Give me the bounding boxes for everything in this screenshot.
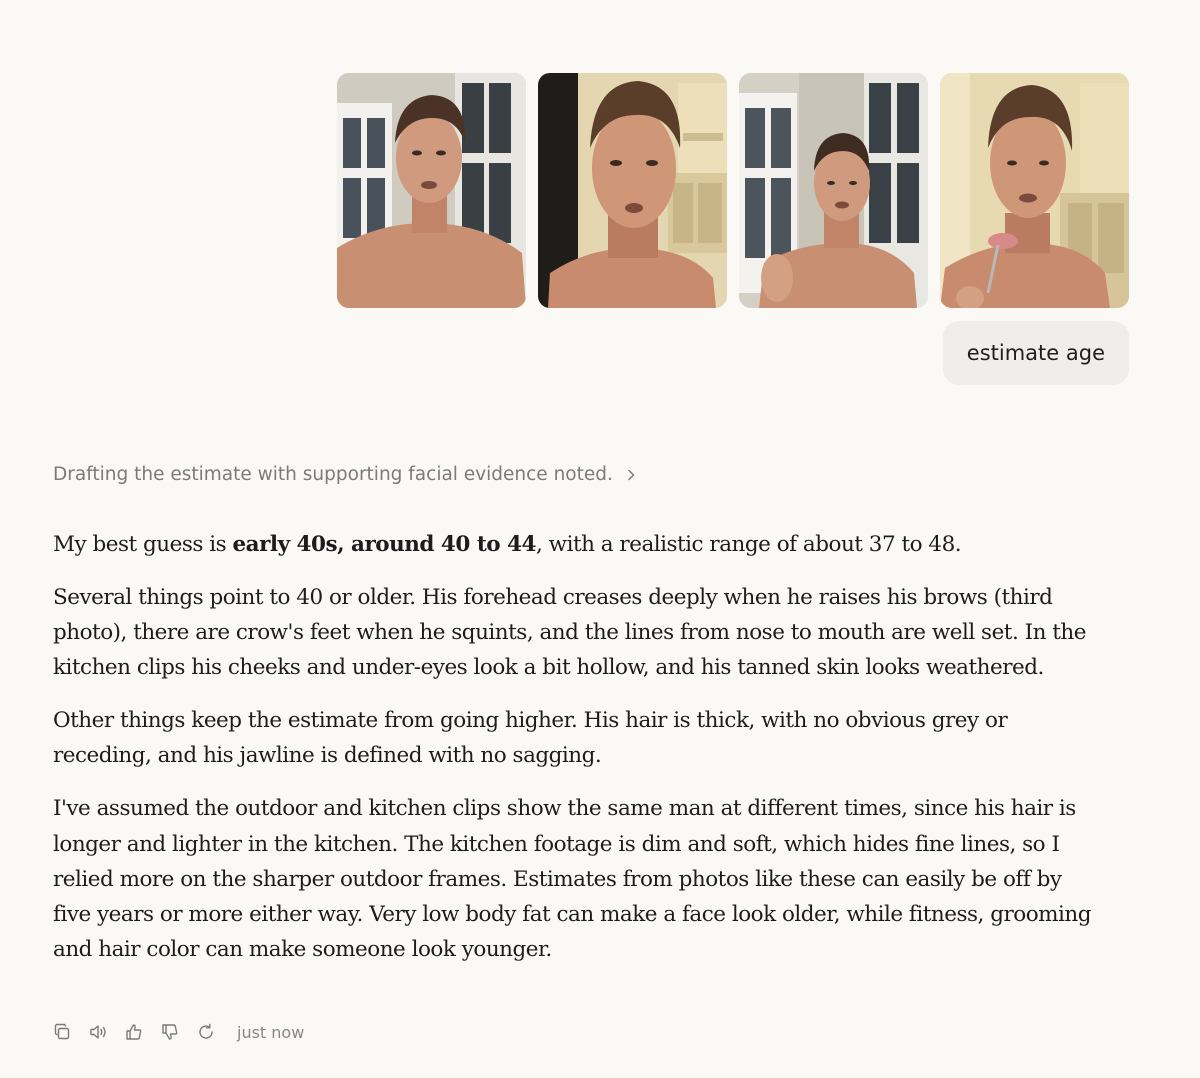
thinking-summary-toggle[interactable] xyxy=(53,464,639,485)
response-paragraph: Several things point to 40 or older. His forehead creases deeply when he raises his brows (third photo), there are crow's feet when he squints, and the lines from nose to mouth are well set. In the kitchen clips his cheeks and under-eyes look a bit hollow, and his tanned skin looks weathered. xyxy=(53,584,1086,681)
chevron-right-icon xyxy=(623,467,639,483)
response-paragraph: I've assumed the outdoor and kitchen clips show the same man at different times, since his hair is longer and lighter in the kitchen. The kitchen footage is dim and soft, which hides fine lines, so I relied more on the sharper outdoor frames. Estimates from photos like these can easily be off by five years or more either way. Very low body fat can make a face look older, while fitness, grooming and hair color can make someone look younger. xyxy=(53,796,1092,963)
thinking-summary-text: Drafting the estimate with supporting facial evidence noted. xyxy=(53,464,613,485)
attachment-image[interactable] xyxy=(940,73,1129,308)
message-actions xyxy=(51,1019,304,1045)
attachment-image[interactable] xyxy=(538,73,727,308)
copy-icon xyxy=(52,1022,72,1042)
message-timestamp: just now xyxy=(237,1022,305,1042)
thumbs-up-button[interactable] xyxy=(123,1019,145,1045)
response-paragraph: Other things keep the estimate from going higher. His hair is thick, with no obvious grey or receding, and his jawline is defined with no sagging. xyxy=(53,708,1008,769)
response-bold-text: early 40s, around 40 to 44 xyxy=(232,532,537,557)
response-text: My best guess is xyxy=(53,532,233,557)
copy-button[interactable] xyxy=(51,1019,73,1045)
user-message-text: estimate age xyxy=(966,341,1105,365)
attachment-image[interactable] xyxy=(739,73,928,308)
thumbs-up-icon xyxy=(124,1022,144,1042)
attachment-image[interactable] xyxy=(337,73,526,308)
user-attachments xyxy=(337,73,1129,308)
response-text: , with a realistic range of about 37 to 48. xyxy=(536,532,962,557)
thumbs-down-icon xyxy=(160,1022,180,1042)
read-aloud-button[interactable] xyxy=(87,1019,109,1045)
speaker-icon xyxy=(88,1022,108,1042)
retry-button[interactable] xyxy=(195,1019,217,1045)
assistant-response xyxy=(53,527,1093,985)
user-message-bubble xyxy=(943,321,1129,385)
retry-icon xyxy=(196,1022,216,1042)
response-paragraph xyxy=(53,527,1093,562)
thumbs-down-button[interactable] xyxy=(159,1019,181,1045)
